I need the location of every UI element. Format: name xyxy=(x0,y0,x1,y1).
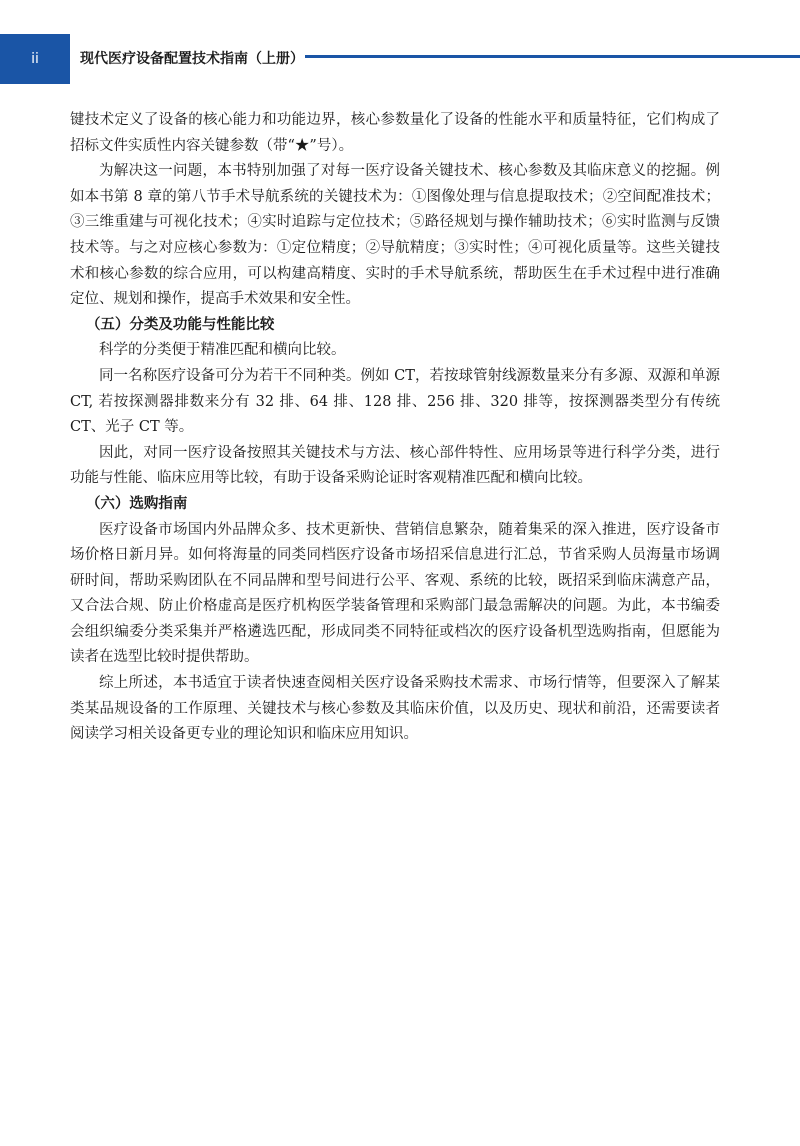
paragraph-continued: 键技术定义了设备的核心能力和功能边界，核心参数量化了设备的性能水平和质量特征，它们构成了招标文件实质性内容关键参数（带“★”号）。 xyxy=(70,112,720,154)
page-number: ii xyxy=(31,51,39,67)
section-heading-5: （五）分类及功能与性能比较 xyxy=(85,316,275,333)
section-heading-6: （六）选购指南 xyxy=(85,495,188,512)
paragraph: 同一名称医疗设备可分为若干不同种类。例如 CT，若按球管射线源数量来分有多源、双源和单源 CT, 若按探测器排数来分有 32 排、64 排、128 排、256 排、320 排等，按探测器类型分有传统 CT、光子 CT 等。 xyxy=(70,367,720,436)
book-title: 现代医疗设备配置技术指南（上册） xyxy=(80,51,304,67)
page-number-badge xyxy=(0,34,70,84)
paragraph: 科学的分类便于精准匹配和横向比较。 xyxy=(99,342,346,359)
header-rule xyxy=(305,55,800,58)
paragraph: 因此，对同一医疗设备按照其关键技术与方法、核心部件特性、应用场景等进行科学分类，进行功能与性能、临床应用等比较，有助于设备采购论证时客观精准匹配和横向比较。 xyxy=(70,444,720,487)
paragraph: 为解决这一问题，本书特别加强了对每一医疗设备关键技术、核心参数及其临床意义的挖掘。例如本书第 8 章的第八节手术导航系统的关键技术为：①图像处理与信息提取技术；②空间配准技术；③三维重建与可视化技术；④实时追踪与定位技术；⑤路径规划与操作辅助技术；⑥实时监测与反馈技术等。与之对应核心参数为：①定位精度；②导航精度；③实时性；④可视化质量等。这些关键技术和核心参数的综合应用，可以构建高精度、实时的手术导航系统，帮助医生在手术过程中进行准确定位、规划和操作，提高手术效果和安全性。 xyxy=(70,163,720,308)
paragraph: 综上所述，本书适宜于读者快速查阅相关医疗设备采购技术需求、市场行情等，但要深入了解某类某品规设备的工作原理、关键技术与核心参数及其临床价值，以及历史、现状和前沿，还需要读者阅读学习相关设备更专业的理论知识和临床应用知识。 xyxy=(70,675,720,743)
paragraph: 医疗设备市场国内外品牌众多、技术更新快、营销信息繁杂，随着集采的深入推进，医疗设备市场价格日新月异。如何将海量的同类同档医疗设备市场招采信息进行汇总，节省采购人员海量市场调研时间，帮助采购团队在不同品牌和型号间进行公平、客观、系统的比较，既招采到临床满意产品，又合法合规、防止价格虚高是医疗机构医学装备管理和采购部门最急需解决的问题。为此，本书编委会组织编委分类采集并严格遴选匹配，形成同类不同特征或档次的医疗设备机型选购指南，但愿能为读者在选型比较时提供帮助。 xyxy=(70,521,720,666)
body-text xyxy=(70,108,720,748)
running-header xyxy=(0,0,800,84)
